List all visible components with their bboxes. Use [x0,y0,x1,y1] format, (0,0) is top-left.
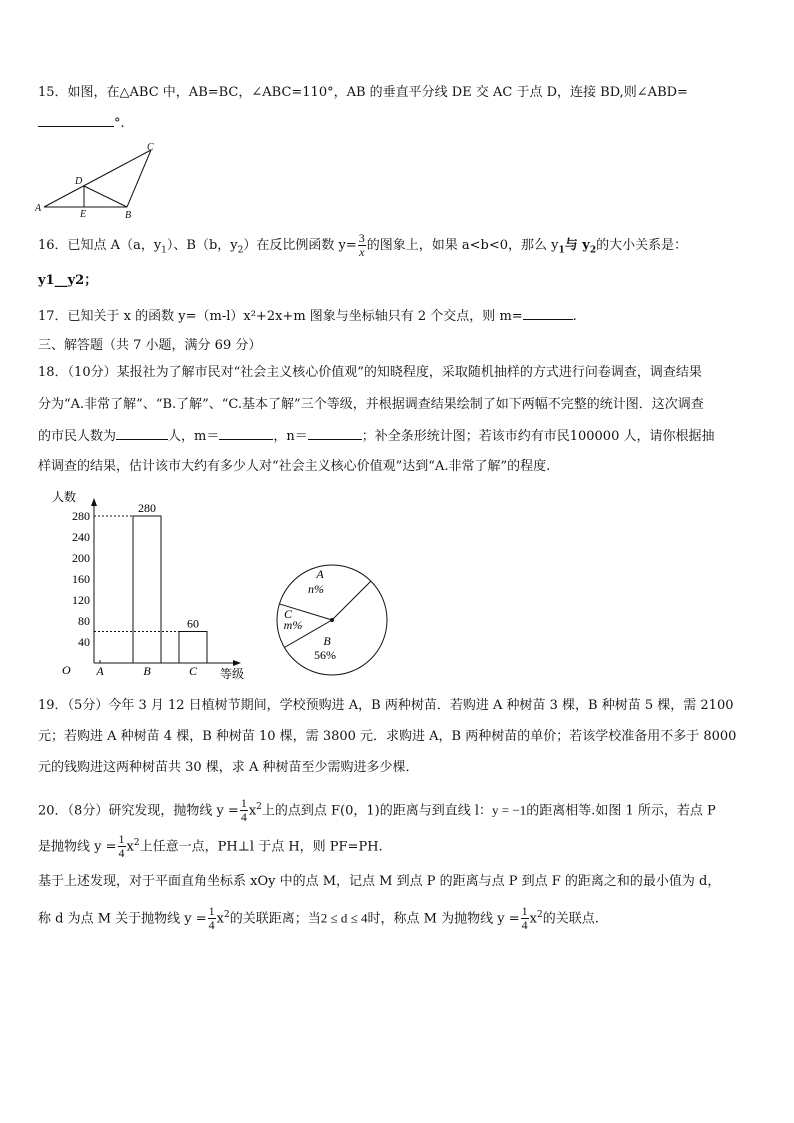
pie-chart [266,560,401,680]
bar-ytick-label: 240 [72,530,90,544]
pie-slice-value: m% [283,618,303,632]
q16-mid2: ）在反比例函数 y= [243,238,357,253]
q17-blank[interactable] [523,307,573,320]
q16-line2[interactable]: y1__y2； [38,273,98,288]
segment-ac [44,150,151,207]
bar-xlabel: 等级 [220,667,245,681]
q18-line1: 18．（10分）某报社为了解市民对“社会主义核心价值观”的知晓程度，采取随机抽样的方式进行问卷调查，调查结果 [38,365,702,380]
section-title: 三、解答题（共 7 小题，满分 69 分） [38,338,262,353]
segment-bd [84,186,127,207]
q15-answer-line [38,114,125,133]
pie-slice-label: A [316,567,324,581]
pie-slice-label: B [323,634,331,648]
pie-slice-boundary [332,581,371,620]
q18-line2: 分为“A.非常了解”、“B.了解”、“C.基本了解”三个等级，并根据调查结果绘制了如下两幅不完整的统计图．这次调查 [38,397,704,412]
q20-line3: 基于上述发现，对于平面直角坐标系 xOy 中的点 M，记点 M 到点 P 的距离与点 P 到点 F 的距离之和的最小值为 d， [38,874,721,889]
q16-mid1: ）、B（b，y [166,238,238,253]
q19-line2: 元；若购进 A 种树苗 4 棵，B 种树苗 10 棵，需 3800 元．求购进 A，B 两种树苗的单价；若该学校准备用不多于 8000 [38,729,737,744]
pie-slice-value: n% [308,582,324,596]
q20-range: 2 ≤ d ≤ 4 [320,910,368,926]
label-c: C [147,142,154,153]
bar [179,632,207,664]
q20-frac-2: $\frac{1}{4}$ [118,832,125,861]
pie-slice-label: C [283,607,293,621]
q20-line2: 是抛物线 y = $\frac{1}{4}$ $x^2$上任意一点，PH⊥l 于点 H，则 PF=PH. [38,832,383,861]
bar-origin: O [62,663,71,677]
bar-chart [40,488,260,683]
q18-blank-count[interactable] [116,427,168,440]
q15-text [38,84,688,102]
q19-line1: 19．（5分）今年 3 月 12 日植树节期间，学校预购进 A，B 两种树苗．若购进 A 种树苗 3 棵，B 种树苗 5 棵，需 2100 [38,698,734,713]
bar-ytick-label: 80 [78,614,90,628]
label-e: E [80,209,87,220]
q18-blank-n[interactable] [308,427,362,440]
q20-frac-4: $\frac{1}{4}$ [521,904,528,933]
q19-line3: 元的钱购进这两种树苗共 30 棵，求 A 种树苗至少需购进多少棵． [38,760,419,775]
q20-line4: 称 d 为点 M 关于抛物线 y = $\frac{1}{4}$ $x^2$的关联距离；当2 ≤ d ≤ 4时，称点 M 为抛物线 y = $\frac{1}{4}$ $x^2$的关联点. [38,904,599,933]
bar-ytick-label: 160 [72,572,90,586]
label-a: A [35,203,42,214]
q18-blank-m[interactable] [219,427,273,440]
q16-sub1: 1 [161,245,167,256]
bar-ytick-label: 40 [78,635,90,649]
q16-post3: 的大小关系是： [596,238,688,253]
q16-answer [38,272,97,290]
q20-line-eq: y = −1 [492,802,527,818]
bar-category-label: C [188,664,198,678]
q18-line4: 样调查的结果，估计该市大约有多少人对“社会主义核心价值观”达到“A.非常了解”的程度. [38,459,551,474]
q16-pre: 16．已知点 A（a，y [38,238,162,253]
q15-line1: 15．如图，在△ABC 中，AB=BC，∠ABC=110°，AB 的垂直平分线 DE 交 AC 于点 D，连接 BD,则∠ABD= [38,85,688,100]
label-b: B [125,210,132,220]
bar-category-label: B [143,664,151,678]
q18-line3: 的市民人数为 人，m＝ ，n＝ ；补全条形统计图；若该市约有市民100000 人，请你根据抽 [38,429,715,444]
q20-frac-3: $\frac{1}{4}$ [208,904,215,933]
q15-blank[interactable] [38,114,114,127]
q15-triangle-figure [34,140,164,220]
segment-bc [127,150,151,207]
bar-ylabel: 人数 [52,490,77,504]
section-heading [38,337,261,355]
bar-ytick-label: 120 [72,593,90,607]
q16-sub2: 2 [237,245,244,256]
q17-end: . [572,309,577,324]
bar-y-arrow [91,498,97,506]
q20-frac-1: $\frac{1}{4}$ [240,796,247,825]
q16-fraction: $\frac{3}{x}$ [358,231,365,259]
q20-line1: 20．（8分）研究发现，抛物线 y = $\frac{1}{4}$ $x^2$上的点到点 F(0，1)的距离与到直线 l：y = −1的距离相等.如图 1 所示，若点 P [38,796,716,825]
q16-text: 16．已知点 A（a，$y_1$）、B（b，$y_2$）在反比例函数 y= $\frac{3}{x}$ 的图象上，如果 a<b<0，那么 $y_1$与 $y_2$的大小关系是： [38,231,688,259]
q17-body: 17．已知关于 x 的函数 y=（m-l）x²+2x+m 图象与坐标轴只有 2 个交点，则 m= [38,309,523,324]
bar-ytick-label: 200 [72,551,90,565]
pie-slice-value: 56% [314,648,336,662]
q15-degree: °. [114,116,125,131]
q17-text [38,307,577,326]
bar [133,516,161,663]
pie-center [330,618,334,622]
label-d: D [75,176,83,187]
q16-post2: 与 y [564,238,590,253]
bar-data-label: 60 [187,616,199,631]
bar-category-label: A [96,664,104,678]
bar-ytick-label: 280 [72,509,90,523]
q16-post: 的图象上，如果 a<b<0，那么 y [366,238,559,253]
bar-x-arrow [233,660,241,666]
bar-data-label: 280 [138,501,156,515]
